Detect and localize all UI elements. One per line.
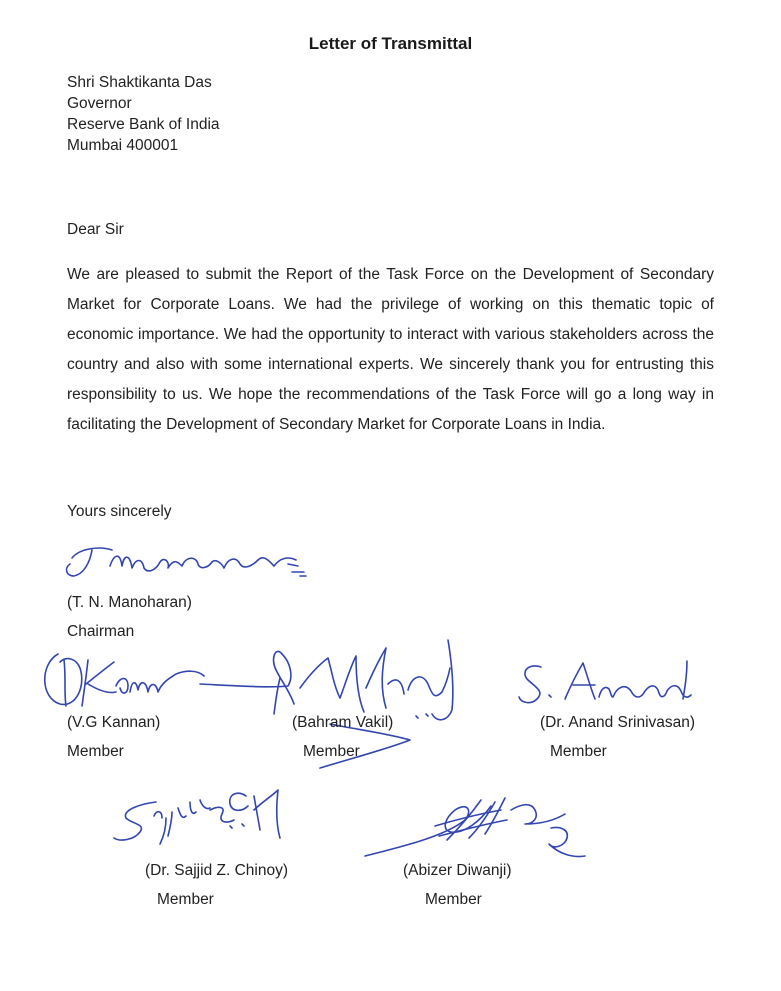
recipient-organization: Reserve Bank of India <box>67 116 220 133</box>
signatory-role-1: Chairman <box>67 623 135 640</box>
signatory-role-6: Member <box>425 891 482 908</box>
letter-title: Letter of Transmittal <box>308 34 473 53</box>
signature-srinivasan <box>515 655 705 710</box>
salutation: Dear Sir <box>67 221 124 238</box>
signatory-name-1: (T. N. Manoharan) <box>67 594 192 611</box>
signature-diwanji <box>355 780 595 870</box>
signature-manoharan <box>60 540 320 590</box>
signatory-name-3: (Bahram Vakil) <box>292 714 394 731</box>
signatory-name-5: (Dr. Sajjid Z. Chinoy) <box>145 862 288 879</box>
signature-chinoy <box>110 780 310 855</box>
recipient-address <box>67 72 220 156</box>
signatory-name-2: (V.G Kannan) <box>67 714 161 731</box>
signatory-role-3: Member <box>303 743 360 760</box>
signatory-name-6: (Abizer Diwanji) <box>403 862 512 879</box>
signatory-role-4: Member <box>550 743 607 760</box>
recipient-city: Mumbai 400001 <box>67 137 179 154</box>
signature-kannan <box>36 640 216 720</box>
signatory-role-2: Member <box>67 743 124 760</box>
letter-body: We are pleased to submit the Report of the Task Force on the Development of Secondary Market for Corporate Loans. We had the privilege of working on this thematic topic of economic importance. We had the opportunity to interact with various stakeholders across the country and also with some international experts. We sincerely thank you for entrusting this responsibility to us. We hope the recommendations of the Task Force will go a long way in facilitating the Development of Secondary Market for Corporate Loans in India. <box>67 266 714 433</box>
recipient-name: Shri Shaktikanta Das <box>67 74 212 91</box>
signatory-name-4: (Dr. Anand Srinivasan) <box>540 714 696 731</box>
signatory-role-5: Member <box>157 891 214 908</box>
recipient-designation: Governor <box>67 95 132 112</box>
closing: Yours sincerely <box>67 503 172 520</box>
